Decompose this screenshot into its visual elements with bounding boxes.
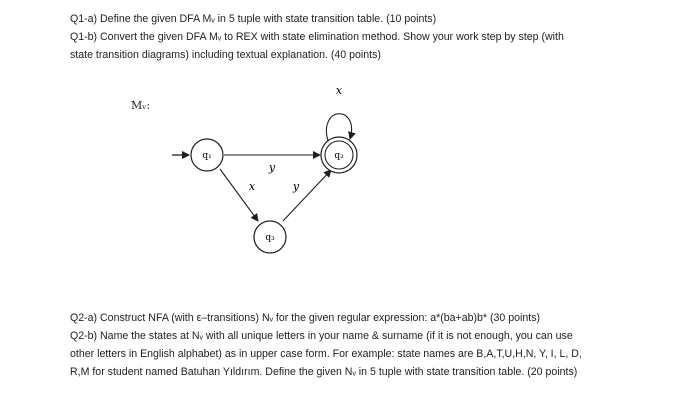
q1a-text: Q1-a) Define the given DFA Mᵥ in 5 tuple with state transition table. (10 points)	[70, 13, 437, 25]
q1b-text-line1: Q1-b) Convert the given DFA Mᵥ to REX with state elimination method. Show your work step by step (with	[70, 31, 564, 43]
q1b-text-line2: state transition diagrams) including textual explanation. (40 points)	[70, 49, 381, 61]
q2b-text-line1: Q2-b) Name the states at Nᵥ with all unique letters in your name & surname (if it is not enough, you can use	[70, 330, 573, 342]
machine-label: Mᵥ:	[131, 99, 151, 112]
q2b-text-line2: other letters in English alphabet) as in upper case form. For example: state names are B,A,T,U,H,N, Y, I, L, D,	[70, 348, 582, 360]
edge-label-q3-q2: y	[292, 180, 300, 193]
edge-label-q2-self: x	[335, 84, 343, 97]
state-q2-label: q₂	[334, 151, 344, 161]
q2a-text: Q2-a) Construct NFA (with ε–transitions) Nᵥ for the given regular expression: a*(ba+ab)b* (30 points)	[70, 312, 541, 324]
edge-label-q1-q2: y	[268, 161, 276, 174]
question-2	[70, 309, 582, 381]
edge-label-q1-q3: x	[248, 180, 256, 193]
state-q3-label: q₃	[265, 233, 275, 243]
edge-q1-q3	[220, 169, 258, 221]
state-q1-label: q₁	[202, 151, 212, 161]
q2b-text-line3: R,M for student named Batuhan Yıldırım. Define the given Nᵥ in 5 tuple with state transition table. (20 points)	[70, 366, 578, 378]
edge-q3-q2	[283, 170, 331, 221]
